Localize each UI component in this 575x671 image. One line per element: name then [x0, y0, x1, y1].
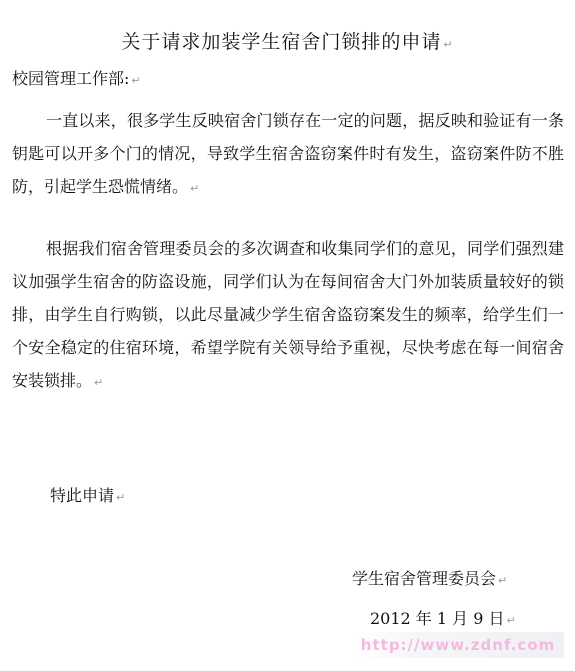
paragraph-mark-icon: ↵ [131, 74, 141, 87]
paragraph-mark-icon: ↵ [443, 38, 454, 51]
body-paragraph-1-text: 一直以来，很多学生反映宿舍门锁存在一定的问题，据反映和验证有一条钥匙可以开多个门的情况，导致学生宿舍盗窃案件时有发生，盗窃案件防不胜防，引起学生恐慌情绪。 [12, 111, 564, 196]
date-text: 2012 年 1 月 9 日 [370, 609, 505, 628]
paragraph-mark-icon: ↵ [506, 614, 516, 627]
closing-line [50, 483, 125, 506]
paragraph-mark-icon: ↵ [190, 182, 200, 195]
date-line [370, 606, 516, 629]
salutation-text: 校园管理工作部: [12, 69, 130, 88]
site-watermark: http://www.zdnf.com [352, 632, 564, 658]
signer-line [352, 566, 507, 589]
closing-text: 特此申请 [50, 486, 115, 505]
document-title-text: 关于请求加装学生宿舍门锁排的申请 [121, 31, 442, 53]
paragraph-mark-icon: ↵ [116, 491, 126, 504]
document-title [0, 27, 575, 54]
salutation [12, 66, 141, 89]
paragraph-mark-icon: ↵ [94, 376, 104, 389]
body-paragraph-2-text: 根据我们宿舍管理委员会的多次调查和收集同学们的意见，同学们强烈建议加强学生宿舍的防盗设施，同学们认为在每间宿舍大门外加装质量较好的锁排，由学生自行购锁，以此尽量减少学生宿舍盗窃案发生的频率，给学生们一个安全稳定的住宿环境，希望学院有关领导给予重视，尽快考虑在每一间宿舍安装锁排。 [12, 239, 564, 390]
body-paragraph-1 [12, 104, 564, 205]
signer-text: 学生宿舍管理委员会 [352, 569, 497, 588]
body-paragraph-2 [12, 232, 564, 399]
paragraph-mark-icon: ↵ [498, 574, 508, 587]
